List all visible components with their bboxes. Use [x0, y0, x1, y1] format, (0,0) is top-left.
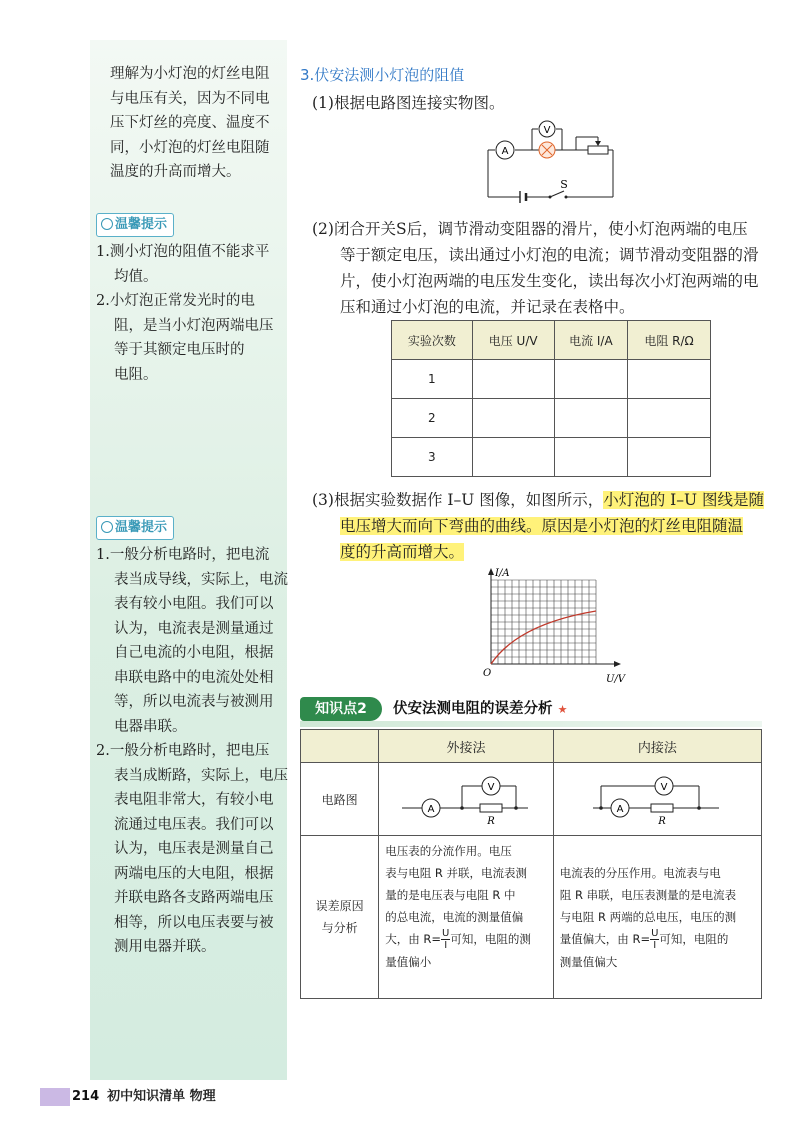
- fraction-numerator: U: [442, 928, 450, 939]
- knowledge-point-title: [393, 697, 567, 722]
- x-axis-label: U/V: [606, 674, 626, 685]
- knowledge-point-badge: 知识点2: [300, 697, 382, 721]
- analysis-formula-line: [560, 928, 755, 951]
- fraction-denominator: I: [444, 940, 448, 951]
- circuit-diagram-1: [480, 115, 620, 210]
- formula-suffix: 可知，电阻的测: [450, 932, 531, 946]
- tip2-line: 并联电路各支路两端电压: [114, 890, 274, 906]
- step-1: (1)根据电路图连接实物图。: [312, 94, 505, 112]
- switch-pivot: [549, 196, 552, 199]
- tip2-line: 测用电器并联。: [114, 939, 216, 955]
- y-axis-arrow-icon: [488, 568, 494, 575]
- knowledge-point-title-text: 伏安法测电阻的误差分析: [393, 701, 553, 717]
- slider-arrow-icon: [595, 141, 601, 146]
- x-axis-arrow-icon: [614, 661, 621, 667]
- table-cell: 2: [392, 399, 473, 438]
- tip-badge-label: 温馨提示: [115, 520, 168, 535]
- table-cell: [554, 360, 627, 399]
- table-header-cell: [301, 730, 379, 763]
- tip2-line: 表当成断路，实际上，电压: [114, 767, 288, 784]
- table-header-row: [392, 321, 711, 360]
- table-header-cell: 外接法: [379, 730, 554, 763]
- tip-badge-label: 温馨提示: [115, 217, 168, 232]
- formula-prefix: 量值偏大，由 R=: [559, 931, 651, 946]
- switch-label: S: [560, 178, 568, 191]
- table-row: [392, 438, 711, 477]
- ammeter-label: A: [616, 803, 624, 815]
- sidebar-intro-line: 压下灯丝的亮度、温度不: [110, 115, 270, 131]
- step-2-line: (2)闭合开关S后，调节滑动变阻器的滑片，使小灯泡两端的电压: [312, 220, 748, 238]
- experiment-table: [391, 320, 711, 477]
- tip2-line: 认为，电压表是测量自己: [114, 841, 274, 857]
- step-3-plain: (3)根据实验数据作 I–U 图像，如图所示，: [312, 491, 604, 509]
- y-axis-label: I/A: [495, 568, 510, 579]
- table-cell: [472, 360, 554, 399]
- row-label: 电路图: [301, 763, 379, 836]
- analysis-line: 电流表的分压作用。电流表与电: [559, 865, 721, 880]
- table-cell: [628, 399, 711, 438]
- external-circuit-cell: [379, 763, 554, 836]
- step-3-line-3: [312, 539, 772, 565]
- resistor-label: R: [658, 815, 667, 827]
- resistor-label: R: [487, 815, 495, 827]
- analysis-line: 量值偏小: [385, 955, 432, 969]
- voltmeter-label: V: [487, 781, 495, 793]
- voltmeter-label: V: [543, 125, 551, 136]
- tip2-line: 表电阻非常大，有较小电: [114, 792, 274, 808]
- table-row: [392, 399, 711, 438]
- formula-fraction: [441, 928, 450, 951]
- external-analysis-cell: [379, 836, 554, 999]
- analysis-line: 量的是电压表与电阻 R 中: [385, 888, 516, 902]
- book-title: 初中知识清单 物理: [107, 1089, 216, 1104]
- ammeter-label: A: [427, 803, 435, 815]
- iu-curve: [491, 611, 596, 664]
- knowledge-point-underline: [300, 721, 762, 727]
- analysis-line: 阻 R 串联，电压表测量的是电流表: [559, 887, 737, 902]
- sidebar-intro-line: 温度的升高而增大。: [110, 164, 241, 180]
- tip2-line: 2.一般分析电路时，把电压: [96, 743, 270, 759]
- table-header-cell: 内接法: [553, 730, 761, 763]
- sidebar-intro-line: 同，小灯泡的灯丝电阻随: [110, 139, 270, 156]
- switch-contact: [565, 196, 568, 199]
- table-header-cell: 电压 U/V: [472, 321, 554, 360]
- iu-graph: [478, 564, 628, 688]
- formula-fraction: [650, 928, 659, 951]
- table-cell: [628, 438, 711, 477]
- table-row: [392, 360, 711, 399]
- ammeter-label: A: [501, 146, 509, 157]
- tip1-line: 均值。: [114, 268, 158, 285]
- table-cell: [554, 399, 627, 438]
- tip-badge-2: [96, 516, 174, 540]
- tip2-line: 自己电流的小电阻，根据: [114, 645, 274, 661]
- sidebar-intro-line: 与电压有关，因为不同电: [110, 90, 270, 107]
- external-circuit-diagram: [396, 768, 536, 828]
- tip1-line: 阻，是当小灯泡两端电压: [114, 317, 274, 334]
- star-icon: ★: [557, 703, 568, 716]
- table-cell: [628, 360, 711, 399]
- internal-circuit-diagram: [587, 768, 727, 828]
- row-label-line: 与分析: [321, 921, 358, 935]
- table-cell: 1: [392, 360, 473, 399]
- page-number: 214: [72, 1089, 100, 1104]
- analysis-line: 与电阻 R 两端的总电压，电压的测: [559, 909, 737, 924]
- formula-suffix: 可知，电阻的: [659, 931, 729, 946]
- tip2-line: 1.一般分析电路时，把电流: [96, 547, 270, 563]
- table-cell: [472, 438, 554, 477]
- table-header-row: [301, 730, 762, 763]
- tip2-line: 认为，电流表是测量通过: [114, 620, 274, 637]
- tip2-line: 串联电路中的电流处处相: [114, 669, 274, 686]
- row-label-line: 误差原因: [315, 899, 364, 913]
- step-3-line-2: [312, 513, 772, 539]
- analysis-formula-line: [385, 928, 547, 951]
- table-header-cell: 电流 I/A: [554, 321, 627, 360]
- table-cell: [554, 438, 627, 477]
- tip2-line: 相等，所以电压表要与被: [114, 914, 274, 931]
- tip2-line: 电器串联。: [114, 718, 187, 735]
- analysis-line: 表与电阻 R 并联，电流表测: [385, 866, 528, 880]
- step-2: [312, 216, 772, 320]
- tip-icon: [101, 521, 113, 533]
- table-cell: 3: [392, 438, 473, 477]
- step-2-line: 压和通过小灯泡的电流，并记录在表格中。: [340, 298, 635, 316]
- tip1-text: [96, 240, 274, 387]
- table-cell: [472, 399, 554, 438]
- tip-icon: [101, 218, 113, 230]
- step-2-line: 等于额定电压，读出通过小灯泡的电流；调节滑动变阻器的滑: [340, 246, 759, 264]
- graph-grid: [491, 580, 596, 664]
- step-3: [312, 487, 772, 565]
- tip2-text: [96, 543, 288, 960]
- tip2-line: 流通过电压表。我们可以: [114, 816, 274, 833]
- page-footer: [72, 1088, 216, 1106]
- step-3-highlight: 电压增大而向下弯曲的曲线。原因是小灯泡的灯丝电阻随温: [340, 517, 744, 535]
- internal-analysis-cell: [553, 836, 761, 999]
- sidebar-intro-line: 理解为小灯泡的灯丝电阻: [110, 66, 270, 82]
- step-2-line: 片，使小灯泡两端的电压发生变化，读出每次小灯泡两端的电: [340, 272, 759, 290]
- tip-badge-1: [96, 213, 174, 237]
- formula-prefix: 大，由 R=: [385, 932, 441, 946]
- fraction-denominator: I: [653, 939, 657, 951]
- internal-circuit-cell: [553, 763, 761, 836]
- table-row: [301, 763, 762, 836]
- step-3-highlight: 度的升高而增大。: [340, 543, 465, 561]
- tip2-line: 表有较小电阻。我们可以: [114, 596, 274, 612]
- table-header-cell: 电阻 R/Ω: [628, 321, 711, 360]
- analysis-line: 测量值偏大: [559, 954, 618, 969]
- tip1-line: 等于其额定电压时的: [114, 342, 245, 358]
- step-3-line-1: [312, 487, 772, 513]
- analysis-line: 的总电流，电流的测量值偏: [385, 910, 524, 924]
- error-analysis-table: [300, 729, 762, 999]
- table-row: [301, 836, 762, 999]
- analysis-line: 电压表的分流作用。电压: [385, 844, 512, 858]
- tip1-line: 2.小灯泡正常发光时的电: [96, 293, 255, 309]
- tip2-line: 等，所以电流表与被测用: [114, 694, 274, 710]
- step-3-highlight: 小灯泡的 I–U 图线是随: [603, 491, 765, 509]
- row-label: [301, 836, 379, 999]
- tip2-line: 表当成导线，实际上，电流: [114, 571, 288, 588]
- tip2-line: 两端电压的大电阻，根据: [114, 865, 274, 882]
- voltmeter-label: V: [660, 781, 668, 793]
- section-title: 3.伏安法测小灯泡的阻值: [300, 66, 465, 84]
- sidebar-intro: [110, 62, 270, 185]
- tip1-line: 1.测小灯泡的阻值不能求平: [96, 244, 270, 260]
- tip1-line: 电阻。: [114, 366, 158, 383]
- origin-label: O: [483, 668, 492, 679]
- table-header-cell: 实验次数: [392, 321, 473, 360]
- footer-accent-bar: [40, 1088, 70, 1106]
- fraction-numerator: U: [651, 927, 659, 939]
